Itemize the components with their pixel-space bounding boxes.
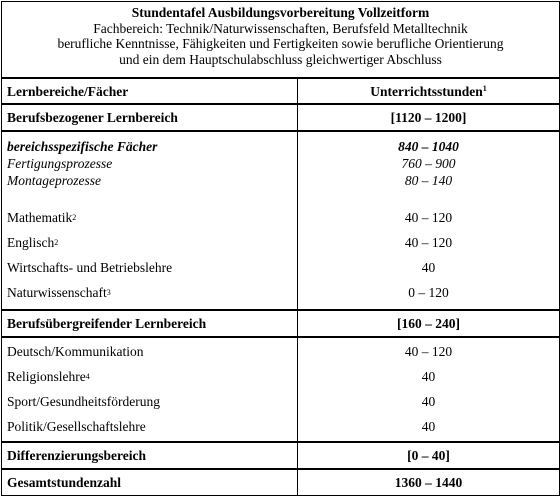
header-row [2, 78, 560, 104]
subheading-degree: und ein dem Hauptschulabschluss gleichwertiger Abschluss [119, 51, 442, 67]
total-label: Gesamtstundenzahl [7, 475, 122, 490]
economics-label: Wirtschafts- und Betriebslehre [7, 260, 173, 275]
specific-subjects-hours: 840 – 1040 [398, 139, 459, 154]
title-cell [2, 2, 560, 79]
religion-label: Religionslehre 4 [7, 369, 90, 384]
math-hours: 40 – 120 [404, 210, 453, 225]
section-row [2, 442, 560, 469]
section-row [2, 310, 560, 337]
fertigung-hours: 760 – 900 [401, 156, 456, 171]
german-label: Deutsch/Kommunikation [7, 344, 144, 359]
footnote-1: 1 [482, 83, 487, 93]
timetable [1, 1, 560, 496]
math-label: Mathematik 2 [7, 210, 77, 225]
section-berufsbezogen-hours: [1120 – 1200] [390, 110, 467, 125]
sport-hours: 40 [421, 394, 436, 409]
section-berufsbezogen-label: Berufsbezogener Lernbereich [7, 110, 178, 125]
german-hours: 40 – 120 [404, 344, 453, 359]
subjects-block-2 [2, 337, 560, 442]
science-label: Naturwissenschaft 3 [7, 285, 111, 300]
subheading-goal: berufliche Kenntnisse, Fähigkeiten und Fertigkeiten sowie berufliche Orientierung [57, 36, 504, 51]
politics-hours: 40 [421, 419, 436, 434]
english-label: Englisch 2 [7, 235, 59, 250]
table-heading: Stundentafel Ausbildungsvorbereitung Vollzeitform [131, 5, 430, 20]
section-differenzierung-hours: [0 – 40] [407, 448, 450, 463]
timetable-document [1, 1, 559, 490]
header-hours: Unterrichtsstunden$^1$ [298, 78, 560, 104]
religion-hours: 40 [421, 369, 436, 384]
total-row [2, 469, 560, 496]
fertigung-label: Fertigungsprozesse [7, 156, 113, 171]
montage-hours: 80 – 140 [404, 173, 453, 188]
sport-label: Sport/Gesundheitsförderung [7, 394, 160, 409]
header-subjects: Lernbereiche/Fächer [2, 78, 298, 104]
section-uebergreifend-hours: [160 – 240] [397, 316, 460, 331]
science-hours: 0 – 120 [408, 285, 449, 300]
english-hours: 40 – 120 [404, 235, 453, 250]
title-row [2, 2, 560, 79]
subjects-block-1 [2, 131, 560, 310]
montage-label: Montageprozesse [7, 173, 101, 188]
specific-subjects-label: bereichsspezifische Fächer [7, 139, 158, 154]
total-hours: 1360 – 1440 [394, 475, 463, 490]
section-differenzierung-label: Differenzierungsbereich [7, 448, 146, 463]
section-row [2, 104, 560, 131]
section-uebergreifend-label: Berufsübergreifender Lernbereich [7, 316, 207, 331]
subheading-field: Fachbereich: Technik/Naturwissenschaften, Berufsfeld Metalltechnik [93, 20, 468, 36]
economics-hours: 40 [421, 260, 436, 275]
politics-label: Politik/Gesellschaftslehre [7, 419, 146, 434]
